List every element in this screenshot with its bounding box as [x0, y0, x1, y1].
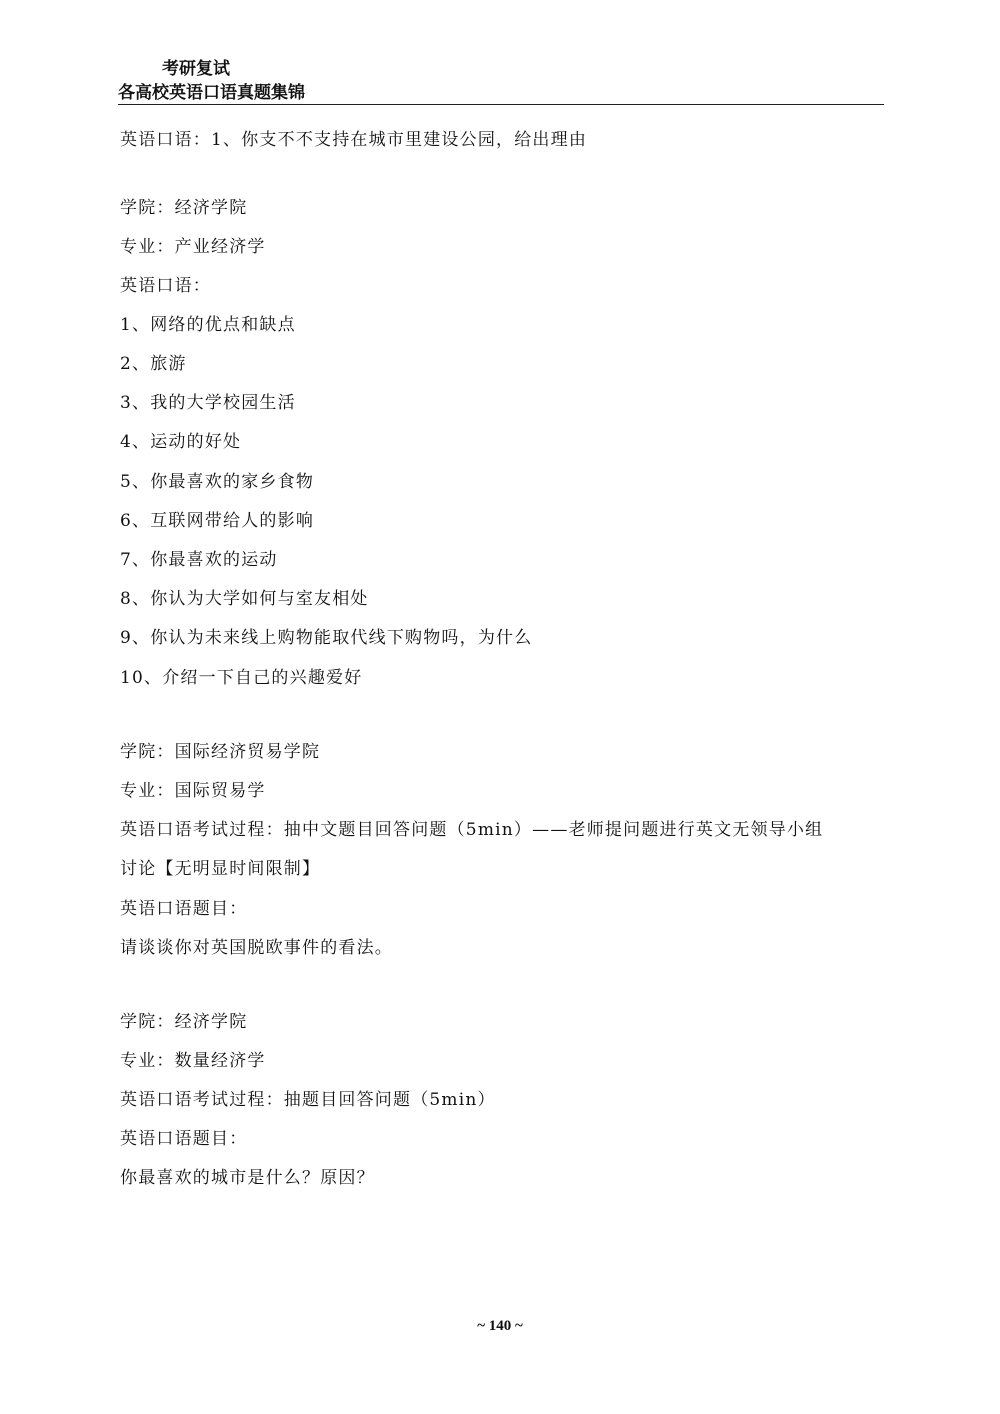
major-label: 专业：数量经济学	[120, 1051, 266, 1071]
topic-item: 7、你最喜欢的运动	[120, 550, 278, 570]
page-number: ~ 140 ~	[477, 1318, 523, 1334]
topic-item: 10、介绍一下自己的兴趣爱好	[120, 668, 363, 688]
topic-item: 8、你认为大学如何与室友相处	[120, 589, 369, 609]
college-label: 学院：经济学院	[120, 1012, 248, 1032]
question-text: 你最喜欢的城市是什么？原因？	[120, 1168, 375, 1188]
topic-item: 5、你最喜欢的家乡食物	[120, 472, 315, 492]
college-label: 学院：经济学院	[120, 198, 248, 218]
major-label: 专业：产业经济学	[120, 237, 266, 257]
question-heading: 英语口语题目：	[120, 1129, 248, 1149]
college-label: 学院：国际经济贸易学院	[120, 742, 321, 762]
oral-heading: 英语口语：	[120, 276, 211, 296]
header-subtitle: 考研复试	[162, 59, 230, 79]
topic-item: 6、互联网带给人的影响	[120, 511, 315, 531]
exam-process: 英语口语考试过程：抽中文题目回答问题（5min）——老师提问题进行英文无领导小组	[120, 820, 824, 840]
exam-process: 英语口语考试过程：抽题目回答问题（5min）	[120, 1090, 496, 1110]
question-text: 请谈谈你对英国脱欧事件的看法。	[120, 938, 393, 958]
question-heading: 英语口语题目：	[120, 899, 248, 919]
header-divider	[118, 104, 884, 105]
topic-item: 3、我的大学校园生活	[120, 393, 296, 413]
topic-item: 4、运动的好处	[120, 432, 242, 452]
header-title: 各高校英语口语真题集锦	[118, 83, 305, 103]
exam-process-continued: 讨论【无明显时间限制】	[120, 859, 321, 879]
topic-item: 1、网络的优点和缺点	[120, 315, 296, 335]
major-label: 专业：国际贸易学	[120, 781, 266, 801]
topic-item: 9、你认为未来线上购物能取代线下购物吗，为什么	[120, 628, 533, 648]
topic-item: 2、旅游	[120, 354, 187, 374]
oral-question-line: 英语口语：1、你支不不支持在城市里建设公园，给出理由	[120, 130, 588, 150]
